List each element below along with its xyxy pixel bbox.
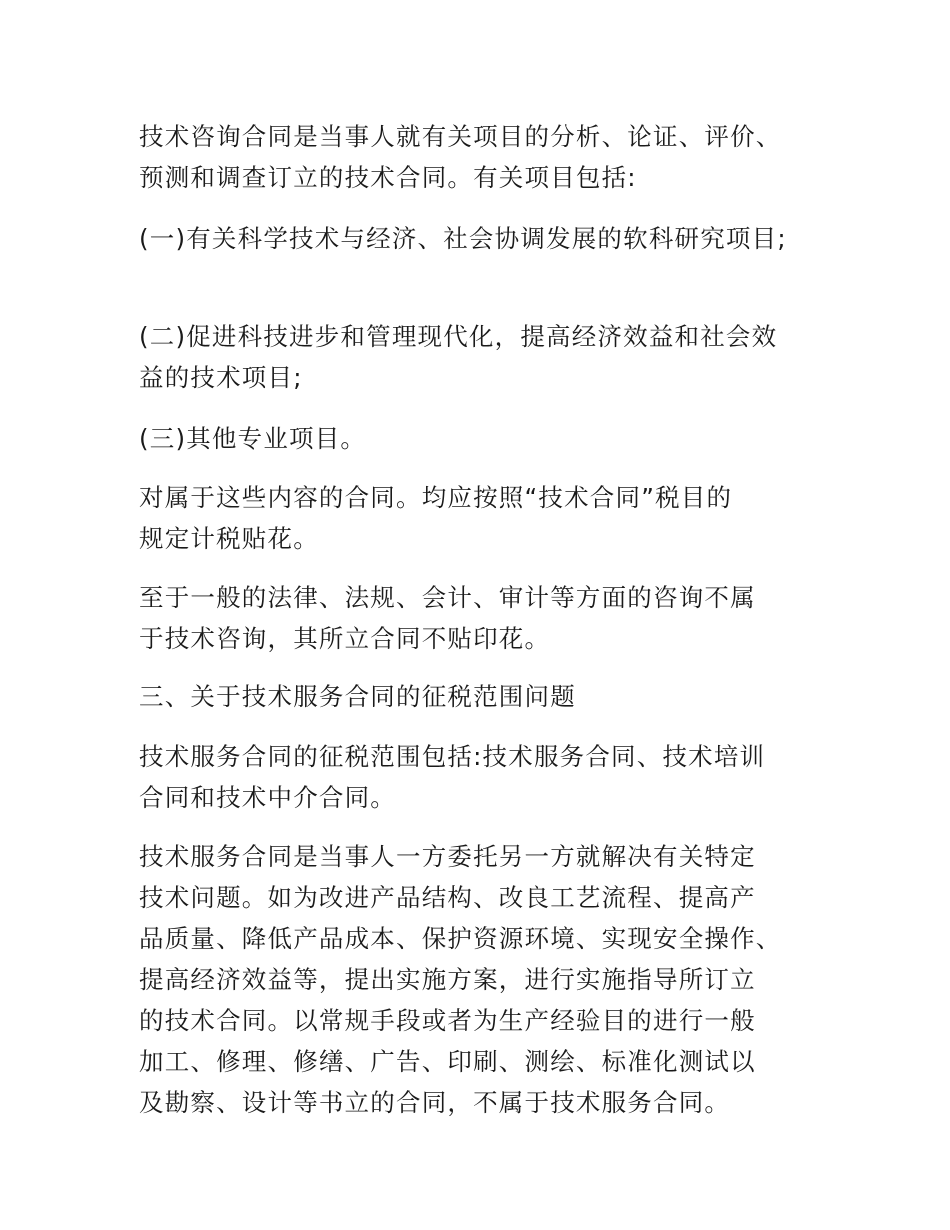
text-line: 及勘察、设计等书立的合同，不属于技术服务合同。 <box>139 1088 731 1117</box>
text-line: 合同和技术中介合同。 <box>139 783 396 812</box>
text-line: 至于一般的法律、法规、会计、审计等方面的咨询不属 <box>139 583 756 612</box>
text-line: (一)有关科学技术与经济、社会协调发展的软科研究项目; <box>139 224 787 253</box>
paragraph-service-scope <box>139 736 829 818</box>
text-line: 对属于这些内容的合同。均应按照“技术合同”税目的 <box>139 483 733 512</box>
section-heading-technical-service <box>139 676 829 717</box>
text-line: 技术咨询合同是当事人就有关项目的分析、论证、评价、 <box>139 122 782 151</box>
paragraph-item-one <box>139 218 829 259</box>
text-line: 于技术咨询，其所立合同不贴印花。 <box>139 624 551 653</box>
paragraph-item-three <box>139 418 829 459</box>
text-line: 品质量、降低产品成本、保护资源环境、实现安全操作、 <box>139 924 782 953</box>
text-line: 加工、修理、修缮、广告、印刷、测绘、标准化测试以 <box>139 1047 756 1076</box>
text-line: 的技术合同。以常规手段或者为生产经验目的进行一般 <box>139 1006 756 1035</box>
paragraph-stamp-duty-rule <box>139 477 829 559</box>
paragraph-consulting-definition <box>139 116 829 198</box>
text-line: 技术服务合同是当事人一方委托另一方就解决有关特定 <box>139 842 756 871</box>
paragraph-general-consulting-exclusion <box>139 577 829 659</box>
text-line: 益的技术项目; <box>139 363 303 392</box>
paragraph-service-definition <box>139 836 829 1123</box>
text-line: 三、关于技术服务合同的征税范围问题 <box>139 682 576 711</box>
text-line: 规定计税贴花。 <box>139 524 319 553</box>
text-line: 提高经济效益等，提出实施方案，进行实施指导所订立 <box>139 965 756 994</box>
text-line: (二)促进科技进步和管理现代化，提高经济效益和社会效 <box>139 322 778 351</box>
paragraph-item-two <box>139 316 829 398</box>
text-line: 技术服务合同的征税范围包括:技术服务合同、技术培训 <box>139 742 766 771</box>
text-line: 技术问题。如为改进产品结构、改良工艺流程、提高产 <box>139 883 756 912</box>
text-line: 预测和调查订立的技术合同。有关项目包括: <box>139 163 637 192</box>
text-line: (三)其他专业项目。 <box>139 424 367 453</box>
